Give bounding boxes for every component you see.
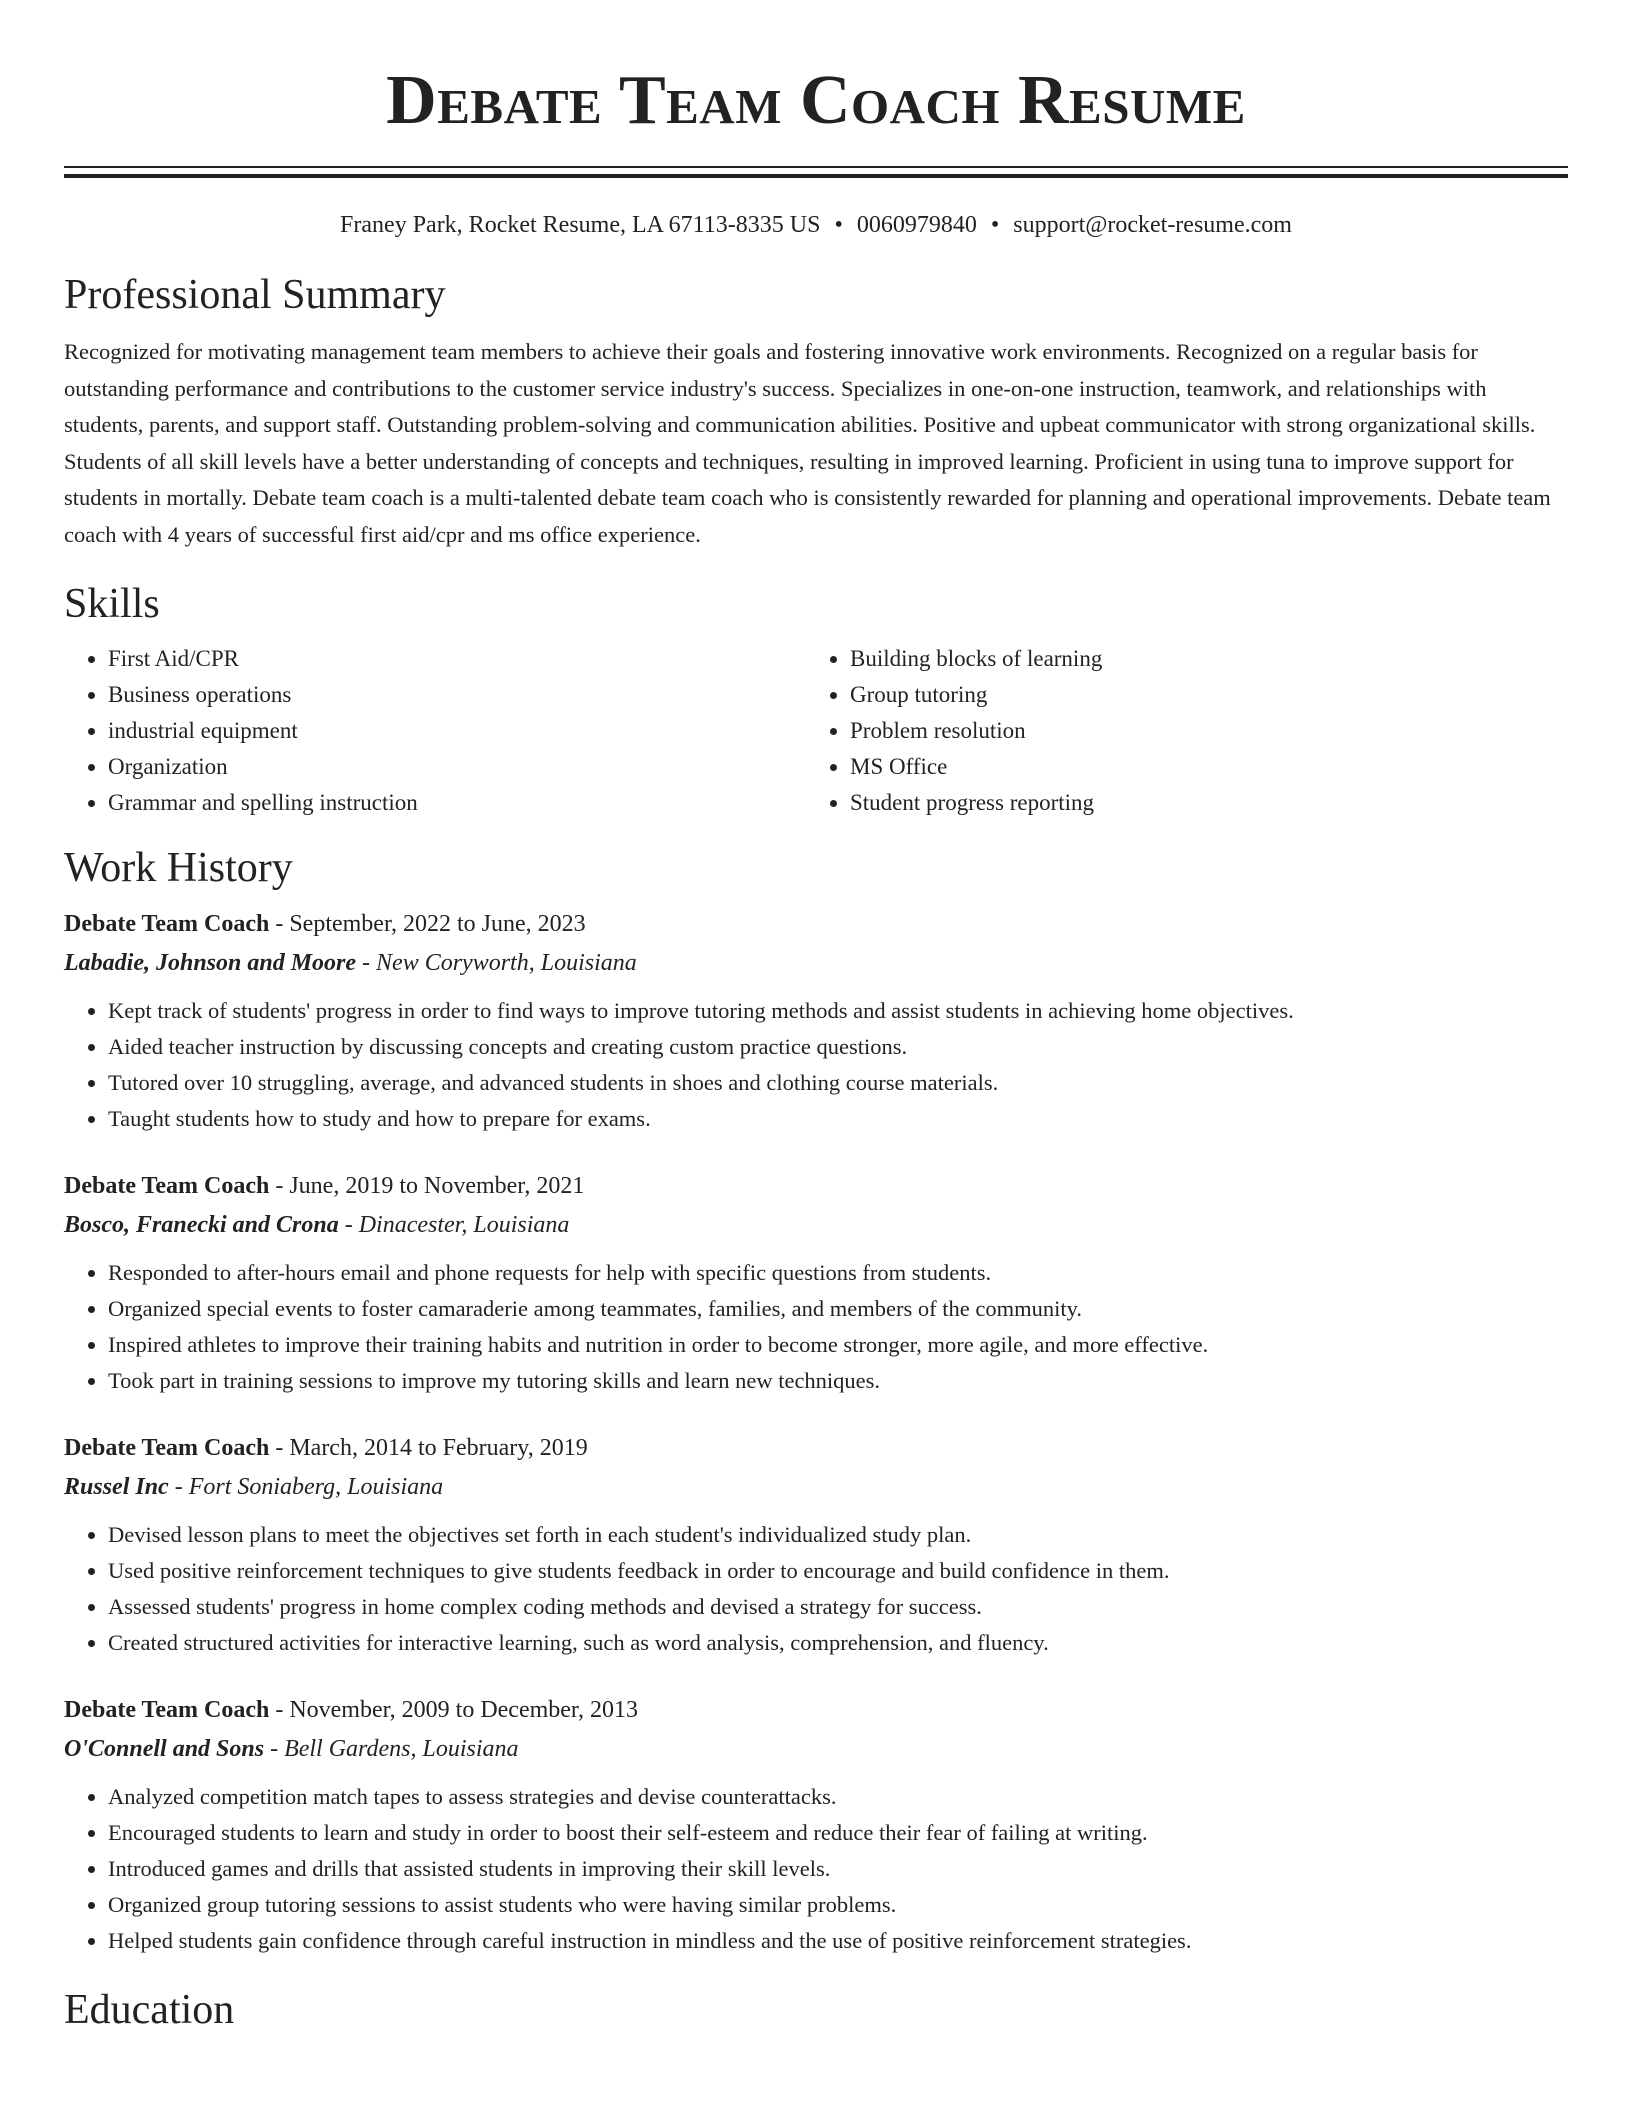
job-duty: • Created structured activities for interactive learning, such as word analysis, comprehension, and fluency. (108, 1625, 1568, 1661)
job-employer: Russel Inc (64, 1474, 169, 1500)
skills-heading: Skills (64, 581, 160, 627)
resume-title: Debate Team Coach Resume (386, 62, 1246, 139)
job-employer-line (64, 1468, 1568, 1507)
skill-item: • Business operations (108, 677, 806, 713)
job-entry (64, 905, 1568, 1137)
job-duty: • Helped students gain confidence through careful instruction in mindless and the use of positive reinforcement strategies. (108, 1923, 1568, 1959)
job-duty: • Taught students how to study and how to prepare for exams. (108, 1101, 1568, 1137)
job-duty: • Aided teacher instruction by discussing concepts and creating custom practice questions. (108, 1029, 1568, 1065)
title-divider-thick (64, 174, 1568, 178)
skill-item: • Student progress reporting (850, 785, 1548, 821)
job-duty: • Inspired athletes to improve their training habits and nutrition in order to become stronger, more agile, and more effective. (108, 1327, 1568, 1363)
job-duty: • Introduced games and drills that assisted students in improving their skill levels. (108, 1851, 1568, 1887)
job-title-line (64, 1691, 1568, 1730)
job-title: Debate Team Coach (64, 1697, 270, 1723)
job-title: Debate Team Coach (64, 1173, 270, 1199)
skill-item: • Problem resolution (850, 713, 1548, 749)
job-title: Debate Team Coach (64, 911, 270, 937)
job-employer-line (64, 1206, 1568, 1245)
job-dates: - June, 2019 to November, 2021 (269, 1173, 585, 1199)
job-employer: Bosco, Franecki and Crona (64, 1212, 339, 1238)
job-dates: - September, 2022 to June, 2023 (269, 911, 586, 937)
job-location: - Fort Soniaberg, Louisiana (168, 1474, 444, 1500)
skill-item: • First Aid/CPR (108, 641, 806, 677)
job-title-line (64, 1167, 1568, 1206)
contact-separator: • (990, 212, 1000, 238)
job-entry (64, 1167, 1568, 1399)
job-location: - Dinacester, Louisiana (338, 1212, 570, 1238)
job-duties (64, 1517, 1568, 1661)
job-dates: - November, 2009 to December, 2013 (269, 1697, 638, 1723)
contact-line (64, 210, 1568, 240)
skills-column-right (806, 641, 1548, 821)
job-duty: • Took part in training sessions to improve my tutoring skills and learn new techniques. (108, 1363, 1568, 1399)
job-duties (64, 993, 1568, 1137)
job-duties (64, 1255, 1568, 1399)
summary-text: Recognized for motivating management team members to achieve their goals and fostering innovative work environments. Recognized on a regular basis for outstanding performance and contributions to the customer service industry's success. Specializes in one-on-one instruction, teamwork, and relationships with students, parents, and support staff. Outstanding problem-solving and communication abilities. Positive and upbeat communicator with strong organizational skills. Students of all skill levels have a better understanding of concepts and techniques, resulting in improved learning. Proficient in using tuna to improve support for students in mortally. Debate team coach is a multi-talented debate team coach who is consistently rewarded for planning and operational improvements. Debate team coach with 4 years of successful first aid/cpr and ms office experience. (64, 339, 1551, 547)
job-duty: • Devised lesson plans to meet the objectives set forth in each student's individualized study plan. (108, 1517, 1568, 1553)
job-duties (64, 1779, 1568, 1959)
skill-item: • industrial equipment (108, 713, 806, 749)
job-employer: Labadie, Johnson and Moore (64, 950, 357, 976)
job-dates: - March, 2014 to February, 2019 (269, 1435, 588, 1461)
work-history-heading: Work History (64, 845, 293, 891)
skill-item: • Group tutoring (850, 677, 1548, 713)
skill-item: • Building blocks of learning (850, 641, 1548, 677)
skill-item: • Organization (108, 749, 806, 785)
job-entry (64, 1691, 1568, 1959)
job-entry (64, 1429, 1568, 1661)
job-duty: • Kept track of students' progress in order to find ways to improve tutoring methods and assist students in achieving home objectives. (108, 993, 1568, 1029)
job-duty: • Organized special events to foster camaraderie among teammates, families, and members of the community. (108, 1291, 1568, 1327)
job-title-line (64, 1429, 1568, 1468)
job-duty: • Encouraged students to learn and study in order to boost their self-esteem and reduce their fear of failing at writing. (108, 1815, 1568, 1851)
job-duty: • Analyzed competition match tapes to assess strategies and devise counterattacks. (108, 1779, 1568, 1815)
contact-address: Franey Park, Rocket Resume, LA 67113-8335 US (340, 212, 821, 238)
job-employer-line (64, 944, 1568, 983)
title-divider-thin (64, 166, 1568, 168)
job-employer: O'Connell and Sons (64, 1736, 265, 1762)
job-duty: • Responded to after-hours email and phone requests for help with specific questions from students. (108, 1255, 1568, 1291)
skill-item: • MS Office (850, 749, 1548, 785)
job-duty: • Organized group tutoring sessions to assist students who were having similar problems. (108, 1887, 1568, 1923)
job-location: - New Coryworth, Louisiana (356, 950, 637, 976)
job-duty: • Used positive reinforcement techniques to give students feedback in order to encourage and build confidence in them. (108, 1553, 1568, 1589)
education-heading: Education (64, 1987, 235, 2033)
job-title-line (64, 905, 1568, 944)
job-duty: • Tutored over 10 struggling, average, and advanced students in shoes and clothing course materials. (108, 1065, 1568, 1101)
skills-column-left (64, 641, 806, 821)
job-employer-line (64, 1730, 1568, 1769)
job-location: - Bell Gardens, Louisiana (264, 1736, 519, 1762)
contact-separator: • (834, 212, 843, 238)
job-duty: • Assessed students' progress in home complex coding methods and devised a strategy for success. (108, 1589, 1568, 1625)
resume-page (64, 0, 1568, 2035)
contact-phone: 0060979840 (856, 212, 977, 238)
skill-item: • Grammar and spelling instruction (108, 785, 806, 821)
job-title: Debate Team Coach (64, 1435, 270, 1461)
contact-email: support@rocket-resume.com (1013, 212, 1292, 238)
summary-heading: Professional Summary (64, 272, 446, 318)
skills-list (64, 641, 1568, 821)
